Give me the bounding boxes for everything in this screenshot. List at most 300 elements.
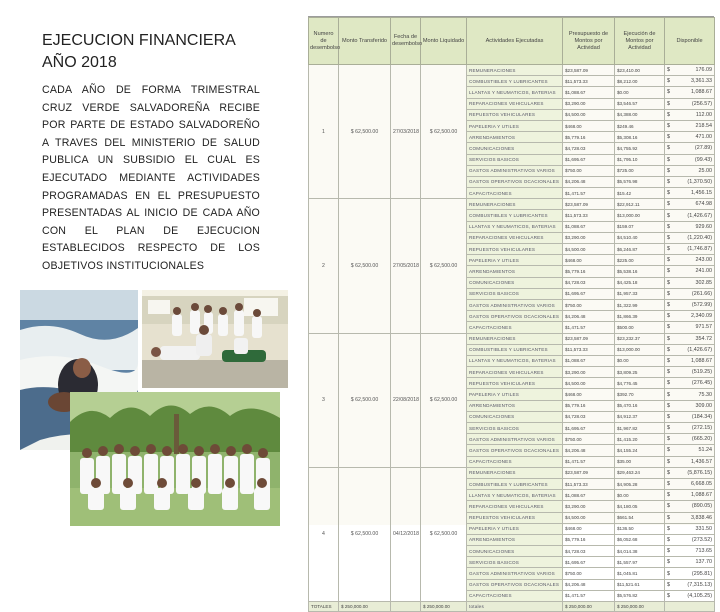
available-amount [665,299,715,310]
currency-sign: $ [667,525,670,532]
available-amount [665,490,715,501]
executed-amount: $5,308.16 [615,132,665,143]
table-row [309,65,715,76]
executed-amount: $4,912.37 [615,411,665,422]
currency-sign: $ [667,570,670,577]
available-amount [665,456,715,467]
available-amount [665,367,715,378]
budget-amount: $4,728.03 [563,411,615,422]
currency-sign: $ [667,190,670,197]
executed-amount: $11,521.61 [615,579,665,590]
currency-sign: $ [667,167,670,174]
financial-execution-table [308,16,714,609]
executed-amount: $1,415.20 [615,434,665,445]
available-value: (7,315.13) [687,581,712,588]
amount-transferred: $ 62,500.00 [339,65,391,199]
available-value: (1,426.67) [687,346,712,353]
available-value: 674.98 [695,201,712,208]
disbursement-date: 22/08/2018 [391,333,421,467]
table-row [309,199,715,210]
available-amount [665,98,715,109]
available-amount [665,188,715,199]
budget-amount: $4,206.48 [563,579,615,590]
disbursement-number: 1 [309,65,339,199]
available-value: 112.00 [695,111,712,118]
budget-amount: $4,728.03 [563,143,615,154]
available-amount [665,546,715,557]
executed-amount: $6,052.68 [615,534,665,545]
available-amount [665,76,715,87]
available-value: 6,668.05 [691,481,712,488]
budget-amount: $4,728.03 [563,277,615,288]
currency-sign: $ [667,324,670,331]
amount-transferred: $ 62,500.00 [339,199,391,333]
executed-amount: $29,463.24 [615,467,665,478]
table-body [309,65,715,612]
activity-name: REPARACIONES VEHICULARES [467,367,563,378]
currency-sign: $ [667,335,670,342]
executed-amount: $392.70 [615,389,665,400]
available-value: (5,876.15) [687,469,712,476]
activity-name: CAPACITACIONES [467,590,563,601]
amount-liquidated: $ 62,500.00 [421,65,467,199]
budget-amount: $23,587.09 [563,467,615,478]
header-cell: Actividades Ejecutadas [467,18,563,65]
budget-amount: $3,290.00 [563,367,615,378]
available-value: 309.00 [695,402,712,409]
available-amount [665,210,715,221]
activity-name: SERVICIOS BASICOS [467,154,563,165]
budget-amount: $1,695.67 [563,288,615,299]
photo-group [70,392,280,526]
available-amount [665,311,715,322]
currency-sign: $ [667,67,670,74]
activity-name: REMUNERACIONES [467,199,563,210]
available-value: 713.65 [695,548,712,555]
budget-amount: $5,779.16 [563,400,615,411]
executed-amount: $15.42 [615,188,665,199]
available-amount [665,445,715,456]
available-value: 1,456.15 [691,190,712,197]
currency-sign: $ [667,268,670,275]
currency-sign: $ [667,89,670,96]
currency-sign: $ [667,369,670,376]
available-amount [665,176,715,187]
budget-amount: $1,471.57 [563,322,615,333]
available-amount [665,400,715,411]
header-cell: Disponible [665,18,715,65]
activity-name: GASTOS ADMINISTRATIVOS VARIOS [467,165,563,176]
activity-name: LLANTAS Y NEUMATICOS, BATERIAS [467,221,563,232]
activity-name: COMBUSTIBLES Y LUBRICANTES [467,210,563,221]
available-amount [665,355,715,366]
currency-sign: $ [667,425,670,432]
available-value: 331.50 [695,525,712,532]
budget-amount: $4,206.48 [563,445,615,456]
available-amount [665,579,715,590]
budget-amount: $1,088.67 [563,87,615,98]
currency-sign: $ [667,548,670,555]
disbursement-date: 27/03/2018 [391,65,421,199]
budget-amount: $5,779.16 [563,266,615,277]
budget-amount: $23,587.09 [563,333,615,344]
available-value: 3,838.46 [691,514,712,521]
budget-amount: $1,088.67 [563,355,615,366]
currency-sign: $ [667,413,670,420]
activity-name: COMUNICACIONES [467,143,563,154]
currency-sign: $ [667,134,670,141]
available-value: (261.66) [691,290,712,297]
available-value: (27.89) [694,145,712,152]
activity-name: REPARACIONES VEHICULARES [467,501,563,512]
currency-sign: $ [667,302,670,309]
activity-name: PAPELERIA Y UTILES [467,523,563,534]
activity-name: SERVICIOS BASICOS [467,423,563,434]
activity-name: SERVICIOS BASICOS [467,288,563,299]
budget-amount: $750.00 [563,568,615,579]
table-row [309,467,715,478]
amount-liquidated: $ 62,500.00 [421,467,467,601]
budget-amount: $1,695.67 [563,557,615,568]
activity-name: COMBUSTIBLES Y LUBRICANTES [467,76,563,87]
available-value: (276.45) [691,380,712,387]
available-value: 471.00 [695,134,712,141]
activity-name: GASTOS ADMINISTRATIVOS VARIOS [467,434,563,445]
budget-amount: $468.00 [563,389,615,400]
available-value: 75.30 [698,391,712,398]
executed-amount: $4,425.18 [615,277,665,288]
available-value: 3,361.33 [691,78,712,85]
totals-budget: $ 250,000.00 [563,602,615,612]
currency-sign: $ [667,346,670,353]
executed-amount: $4,510.40 [615,232,665,243]
executed-amount: $4,014.38 [615,546,665,557]
amount-liquidated: $ 62,500.00 [421,199,467,333]
totals-label: TOTALES [309,602,339,612]
activity-name: ARRENDAMIENTOS [467,400,563,411]
totals-transferred: $ 250,000.00 [339,602,391,612]
currency-sign: $ [667,357,670,364]
currency-sign: $ [667,492,670,499]
disbursement-number: 4 [309,467,339,601]
available-value: 1,088.67 [691,492,712,499]
available-amount [665,411,715,422]
available-value: (256.57) [691,100,712,107]
currency-sign: $ [667,402,670,409]
available-value: 929.60 [695,223,712,230]
available-amount [665,423,715,434]
budget-amount: $4,728.03 [563,546,615,557]
available-value: 243.00 [695,257,712,264]
executed-amount: $5,576.82 [615,590,665,601]
executed-amount: $3,809.25 [615,367,665,378]
table-header-row [309,18,715,65]
budget-amount: $4,206.48 [563,176,615,187]
activity-name: REMUNERACIONES [467,333,563,344]
available-value: 241.00 [695,268,712,275]
available-amount [665,557,715,568]
currency-sign: $ [667,380,670,387]
executed-amount: $136.50 [615,523,665,534]
budget-amount: $4,500.00 [563,512,615,523]
executed-amount: $1,557.97 [615,557,665,568]
currency-sign: $ [667,592,670,599]
activity-name: COMBUSTIBLES Y LUBRICANTES [467,478,563,489]
available-amount [665,512,715,523]
executed-amount: $4,180.05 [615,501,665,512]
activity-name: ARRENDAMIENTOS [467,534,563,545]
available-amount [665,109,715,120]
available-amount [665,65,715,76]
currency-sign: $ [667,123,670,130]
activity-name: ARRENDAMIENTOS [467,266,563,277]
currency-sign: $ [667,481,670,488]
activity-name: REPARACIONES VEHICULARES [467,98,563,109]
activity-name: COMBUSTIBLES Y LUBRICANTES [467,344,563,355]
available-amount [665,523,715,534]
amount-transferred: $ 62,500.00 [339,333,391,467]
header-cell: Fecha de desembolso [391,18,421,65]
executed-amount: $3,546.57 [615,98,665,109]
available-amount [665,568,715,579]
budget-amount: $5,779.16 [563,132,615,143]
budget-amount: $23,587.09 [563,199,615,210]
available-amount [665,344,715,355]
currency-sign: $ [667,246,670,253]
title-line-2: AÑO 2018 [42,54,117,71]
executed-amount: $0.00 [615,355,665,366]
available-value: (665.20) [691,436,712,443]
executed-amount: $5,470.16 [615,400,665,411]
budget-amount: $3,290.00 [563,232,615,243]
executed-amount: $661.54 [615,512,665,523]
available-value: 971.57 [695,324,712,331]
activity-name: REMUNERACIONES [467,467,563,478]
activity-name: PAPELERIA Y UTILES [467,120,563,131]
activity-name: GASTOS OPERATIVOS OCACIONALES [467,445,563,456]
header-cell: Monto Transferido [339,18,391,65]
available-amount [665,143,715,154]
currency-sign: $ [667,100,670,107]
currency-sign: $ [667,391,670,398]
executed-amount: $159.07 [615,221,665,232]
available-value: (273.52) [691,536,712,543]
available-amount [665,232,715,243]
available-value: 25.00 [698,167,712,174]
executed-amount: $5,538.16 [615,266,665,277]
description-paragraph: CADA AÑO DE FORMA TRIMESTRAL CRUZ VERDE SALVADOREÑA RECIBE POR PARTE DE ESTADO SALVADOREÑO A TRAVES DEL MINISTERIO DE SALUD PUBLICA UN SUBSIDIO EL CUAL ES EJECUTADO MEDIANTE ACTIVIDADES PROGRAMADAS EN EL PRESUPUESTO PRESENTADAS AL INICIO DE CADA AÑO CON EL PLAN DE EJECUCION ESTABLECIDOS RESPECTO DE LOS OBJETIVOS INSTITUCIONALES [42,84,260,272]
executed-amount: $0.00 [615,490,665,501]
available-value: 51.24 [698,447,712,454]
available-value: (4,105.25) [687,592,712,599]
available-amount [665,467,715,478]
totals-available [665,602,715,612]
available-amount [665,277,715,288]
currency-sign: $ [667,178,670,185]
activity-name: GASTOS OPERATIVOS OCACIONALES [467,311,563,322]
currency-sign: $ [667,436,670,443]
disbursement-date: 27/05/2018 [391,199,421,333]
executed-amount: $1,045.81 [615,568,665,579]
budget-amount: $1,088.67 [563,490,615,501]
totals-activity: totales [467,602,563,612]
title-line-1: EJECUCION FINANCIERA [42,32,236,49]
disbursement-number: 3 [309,333,339,467]
budget-amount: $750.00 [563,434,615,445]
executed-amount: $4,155.24 [615,445,665,456]
executed-amount: $1,322.99 [615,299,665,310]
activity-name: GASTOS OPERATIVOS OCACIONALES [467,579,563,590]
available-value: (184.34) [691,413,712,420]
executed-amount: $13,000.00 [615,210,665,221]
currency-sign: $ [667,234,670,241]
activity-name: PAPELERIA Y UTILES [467,389,563,400]
available-amount [665,244,715,255]
activity-name: SERVICIOS BASICOS [467,557,563,568]
currency-sign: $ [667,536,670,543]
available-amount [665,221,715,232]
activity-name: COMUNICACIONES [467,277,563,288]
executed-amount: $35.00 [615,456,665,467]
available-amount [665,590,715,601]
available-value: (1,746.87) [687,246,712,253]
budget-amount: $1,471.57 [563,590,615,601]
available-value: (272.15) [691,425,712,432]
currency-sign: $ [667,223,670,230]
budget-amount: $11,573.33 [563,210,615,221]
activity-name: LLANTAS Y NEUMATICOS, BATERIAS [467,87,563,98]
executed-amount: $23,410.00 [615,65,665,76]
available-value: 218.54 [695,123,712,130]
activity-name: REPUESTOS VEHICULARES [467,512,563,523]
available-value: (572.99) [691,302,712,309]
budget-amount: $4,500.00 [563,378,615,389]
table-row [309,333,715,344]
budget-amount: $1,695.67 [563,423,615,434]
budget-amount: $4,206.48 [563,311,615,322]
currency-sign: $ [667,458,670,465]
executed-amount: $8,212.00 [615,76,665,87]
available-value: 354.72 [695,335,712,342]
totals-liquidated: $ 250,000.00 [421,602,467,612]
activity-name: ARRENDAMIENTOS [467,132,563,143]
executed-amount: $22,912.11 [615,199,665,210]
executed-amount: $1,957.33 [615,288,665,299]
budget-amount: $1,088.67 [563,221,615,232]
budget-amount: $5,779.16 [563,534,615,545]
available-value: 1,088.67 [691,357,712,364]
header-cell: Monto Liquidado [421,18,467,65]
executed-amount: $0.00 [615,87,665,98]
currency-sign: $ [667,514,670,521]
amount-transferred: $ 62,500.00 [339,467,391,601]
activity-name: REPUESTOS VEHICULARES [467,244,563,255]
executed-amount: $225.00 [615,255,665,266]
activity-name: LLANTAS Y NEUMATICOS, BATERIAS [467,355,563,366]
currency-sign: $ [667,111,670,118]
available-amount [665,389,715,400]
budget-amount: $4,500.00 [563,244,615,255]
available-amount [665,478,715,489]
executed-amount: $1,866.39 [615,311,665,322]
activity-name: COMUNICACIONES [467,411,563,422]
available-amount [665,266,715,277]
activity-name: REPARACIONES VEHICULARES [467,232,563,243]
available-value: (99.43) [694,156,712,163]
executed-amount: $5,576.98 [615,176,665,187]
budget-amount: $11,573.33 [563,344,615,355]
executed-amount: $1,795.10 [615,154,665,165]
budget-amount: $750.00 [563,299,615,310]
available-amount [665,534,715,545]
budget-amount: $1,471.57 [563,188,615,199]
available-amount [665,165,715,176]
activity-name: REPUESTOS VEHICULARES [467,378,563,389]
activity-name: COMUNICACIONES [467,546,563,557]
budget-amount: $3,290.00 [563,98,615,109]
budget-amount: $468.00 [563,255,615,266]
executed-amount: $6,246.87 [615,244,665,255]
available-value: (1,220.40) [687,234,712,241]
currency-sign: $ [667,201,670,208]
available-amount [665,378,715,389]
executed-amount: $4,755.92 [615,143,665,154]
activity-name: REMUNERACIONES [467,65,563,76]
available-amount [665,154,715,165]
currency-sign: $ [667,503,670,510]
available-value: 176.09 [695,67,712,74]
currency-sign: $ [667,581,670,588]
currency-sign: $ [667,212,670,219]
currency-sign: $ [667,313,670,320]
budget-amount: $1,695.67 [563,154,615,165]
executed-amount: $13,000.00 [615,344,665,355]
budget-amount: $11,573.33 [563,478,615,489]
available-amount [665,501,715,512]
budget-amount: $468.00 [563,523,615,534]
activity-name: GASTOS ADMINISTRATIVOS VARIOS [467,568,563,579]
header-cell: Numero de desembolso [309,18,339,65]
currency-sign: $ [667,469,670,476]
executed-amount: $725.00 [615,165,665,176]
disbursement-number: 2 [309,199,339,333]
currency-sign: $ [667,279,670,286]
executed-amount: $4,388.00 [615,109,665,120]
activity-name: REPUESTOS VEHICULARES [467,109,563,120]
available-value: 137.70 [695,559,712,566]
currency-sign: $ [667,145,670,152]
activity-name: GASTOS ADMINISTRATIVOS VARIOS [467,299,563,310]
currency-sign: $ [667,78,670,85]
budget-amount: $4,500.00 [563,109,615,120]
activity-name: GASTOS OPERATIVOS OCACIONALES [467,176,563,187]
currency-sign: $ [667,257,670,264]
budget-amount: $11,573.33 [563,76,615,87]
photo-first-aid-training [142,290,288,388]
currency-sign: $ [667,156,670,163]
available-value: 2,340.09 [691,313,712,320]
header-cell: Presupuesto de Montos por Actividad [563,18,615,65]
executed-amount: $1,967.82 [615,423,665,434]
executed-amount: $4,905.28 [615,478,665,489]
budget-amount: $1,471.57 [563,456,615,467]
available-amount [665,333,715,344]
available-amount [665,255,715,266]
available-value: (519.25) [691,369,712,376]
available-amount [665,87,715,98]
available-value: (295.81) [691,570,712,577]
activity-name: CAPACITACIONES [467,456,563,467]
